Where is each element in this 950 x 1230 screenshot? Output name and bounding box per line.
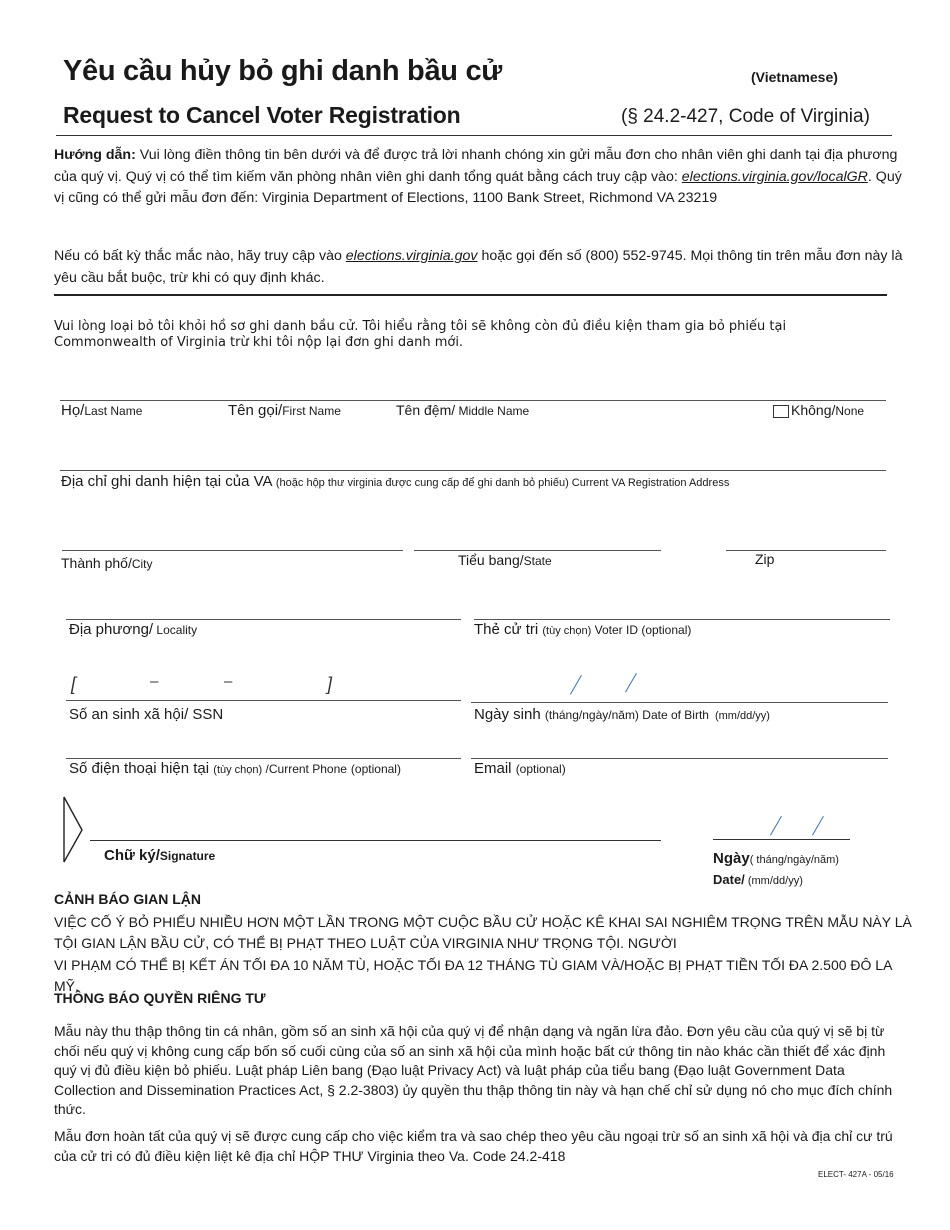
local-registrar-link[interactable]: elections.virginia.gov/localGR bbox=[681, 168, 868, 185]
voter-id-label: Thẻ cử tri (tùy chọn) Voter ID (optional) bbox=[474, 621, 692, 638]
city-input-line[interactable] bbox=[62, 550, 403, 551]
questions-paragraph bbox=[54, 246, 904, 289]
date-label-vi: Ngày( tháng/ngày/năm) bbox=[713, 850, 839, 867]
voter-id-top-line bbox=[474, 619, 890, 620]
date-label-en: Date/ (mm/dd/yy) bbox=[713, 872, 803, 887]
signature-label: Chữ ký/Signature bbox=[104, 847, 216, 864]
ssn-bracket-open: [ bbox=[71, 674, 77, 694]
ssn-dash-1: – bbox=[150, 673, 159, 690]
privacy-notice-text: Mẫu này thu thập thông tin cá nhân, gồm số an sinh xã hội của quý vị để nhận dạng và ngăn lừa đảo. Đơn yêu cầu của quý vị sẽ bị từ chối nếu quý vị không cung cấp bốn số cuối cùng của số an sinh xã hội của mình hoặc bất cứ thông tin nào khác cần thiết để xác định quý vị đủ điều kiện bỏ phiếu. Luật pháp Liên bang (Đạo luật Privacy Act) và luật pháp của tiểu bang (Đạo luật Government Data Collection and Dissemination Practices Act, § 2.2-3803) ủy quyền thu thập thông tin này và hạn chế chỉ sử dụng nó cho mục đích chính thức. bbox=[54, 1023, 893, 1117]
instructions-paragraph bbox=[54, 145, 904, 210]
elections-website-link[interactable]: elections.virginia.gov bbox=[345, 248, 478, 264]
middle-name-label: Tên đệm/ Middle Name bbox=[396, 402, 530, 418]
last-name-label: Họ/Last Name bbox=[61, 402, 143, 419]
dob-separator-2 bbox=[625, 673, 637, 693]
form-number: ELECT- 427A - 05/16 bbox=[818, 1170, 894, 1179]
instructions-text: Vui lòng điền thông tin bên dưới và để được trả lời nhanh chóng xin gửi mẫu đơn cho nhân viên ghi danh tại địa phương của quý vị. Quý vị có thể tìm kiếm văn phòng nhân viên ghi danh tổng quát bằng cách truy cập vào: bbox=[54, 147, 898, 185]
instructions-label: Hướng dẫn: bbox=[54, 147, 136, 163]
dob-separator-1 bbox=[570, 675, 582, 695]
request-statement: Vui lòng loại bỏ tôi khỏi hồ sơ ghi danh bầu cử. Tôi hiểu rằng tôi sẽ không còn đủ điều kiện tham gia bỏ phiếu tại Commonwealth of Virginia trừ khi tôi nộp lại đơn ghi danh mới. bbox=[54, 319, 787, 350]
ssn-input-line[interactable] bbox=[66, 700, 461, 701]
ssn-dash-2: – bbox=[224, 673, 233, 690]
language-label: (Vietnamese) bbox=[751, 69, 838, 85]
state-label: Tiểu bang/State bbox=[458, 552, 552, 568]
first-name-label: Tên gọi/First Name bbox=[228, 402, 341, 419]
date-separator-2 bbox=[812, 816, 824, 836]
no-middle-name-checkbox[interactable] bbox=[773, 405, 789, 418]
questions-text-2: hoặc gọi đến số (800) 552-9745. Mọi thông tin trên mẫu đơn này là yêu cầu bắt buộc, trừ khi có quy định khác. bbox=[54, 248, 903, 286]
dob-label: Ngày sinh (tháng/ngày/năm) Date of Birth (mm/dd/yy) bbox=[474, 706, 770, 723]
phone-top-line bbox=[66, 758, 461, 759]
mailing-address-text: . Quý vị cũng có thể gửi mẫu đơn đến: Virginia Department of Elections, 1100 Bank Street, Richmond VA 23219 bbox=[54, 168, 902, 206]
fraud-warning-text: VIỆC CỐ Ý BỎ PHIẾU NHIỀU HƠN MỘT LẦN TRONG MỘT CUỘC BẦU CỬ HOẶC KÊ KHAI SAI NGHIÊM TRỌNG TRÊN MẪU NÀY LÀ TỘI GIAN LẬN BẦU CỬ, CÓ THỂ BỊ PHẠT THEO LUẬT CỦA VIRGINIA NHƯ TRỌNG TỘI. NGƯỜI bbox=[54, 914, 912, 951]
no-middle-name-label: Không/None bbox=[791, 402, 865, 418]
locality-top-line bbox=[66, 619, 461, 620]
ssn-label: Số an sinh xã hội/ SSN bbox=[69, 706, 224, 723]
date-separator-1 bbox=[770, 816, 782, 836]
questions-text: Nếu có bất kỳ thắc mắc nào, hãy truy cập vào bbox=[54, 248, 346, 264]
name-top-line bbox=[60, 400, 886, 401]
form-title-vietnamese: Yêu cầu hủy bỏ ghi danh bầu cử bbox=[63, 55, 502, 87]
code-reference: (§ 24.2-427, Code of Virginia) bbox=[621, 106, 870, 127]
date-input-line[interactable] bbox=[713, 839, 850, 840]
address-label: Địa chỉ ghi danh hiện tại của VA (hoặc hộp thư virginia được cung cấp để ghi danh bỏ phiếu) Current VA Registration Address bbox=[61, 473, 730, 490]
fraud-warning-penalty: VI PHẠM CÓ THỂ BỊ KẾT ÁN TỐI ĐA 10 NĂM TÙ, HOẶC TỐI ĐA 12 THÁNG TÙ GIAM VÀ/HOẶC BỊ PHẠT TIỀN TỐI ĐA 2.500 ĐÔ LA MỸ. bbox=[54, 957, 892, 994]
city-label: Thành phố/City bbox=[61, 555, 153, 571]
zip-input-line[interactable] bbox=[726, 550, 886, 551]
privacy-disclosure-text: Mẫu đơn hoàn tất của quý vị sẽ được cung cấp cho việc kiểm tra và sao chép theo yêu cầu ngoại trừ số an sinh xã hội và địa chỉ cư trú của cử tri có đủ điều kiện liệt kê địa chỉ HỘP THƯ Virginia theo Va. Code 24.2-418 bbox=[54, 1128, 893, 1164]
name-input-line[interactable] bbox=[60, 470, 886, 471]
sign-here-arrow-icon bbox=[63, 796, 87, 864]
phone-label: Số điện thoại hiện tại (tùy chọn) /Current Phone (optional) bbox=[69, 760, 401, 777]
state-input-line[interactable] bbox=[414, 550, 661, 551]
signature-input-line[interactable] bbox=[90, 840, 661, 841]
privacy-notice-heading: THÔNG BÁO QUYỀN RIÊNG TƯ bbox=[54, 990, 266, 1006]
instructions-divider bbox=[54, 294, 887, 296]
ssn-bracket-close: ] bbox=[327, 674, 333, 694]
locality-label: Địa phương/ Locality bbox=[69, 621, 198, 638]
zip-label: Zip bbox=[755, 551, 775, 567]
form-title-english: Request to Cancel Voter Registration bbox=[63, 102, 461, 128]
fraud-warning-heading: CẢNH BÁO GIAN LẬN bbox=[54, 891, 201, 907]
email-label: Email (optional) bbox=[474, 760, 566, 777]
dob-input-line[interactable] bbox=[471, 702, 888, 703]
header-divider bbox=[56, 135, 892, 136]
email-top-line bbox=[471, 758, 888, 759]
